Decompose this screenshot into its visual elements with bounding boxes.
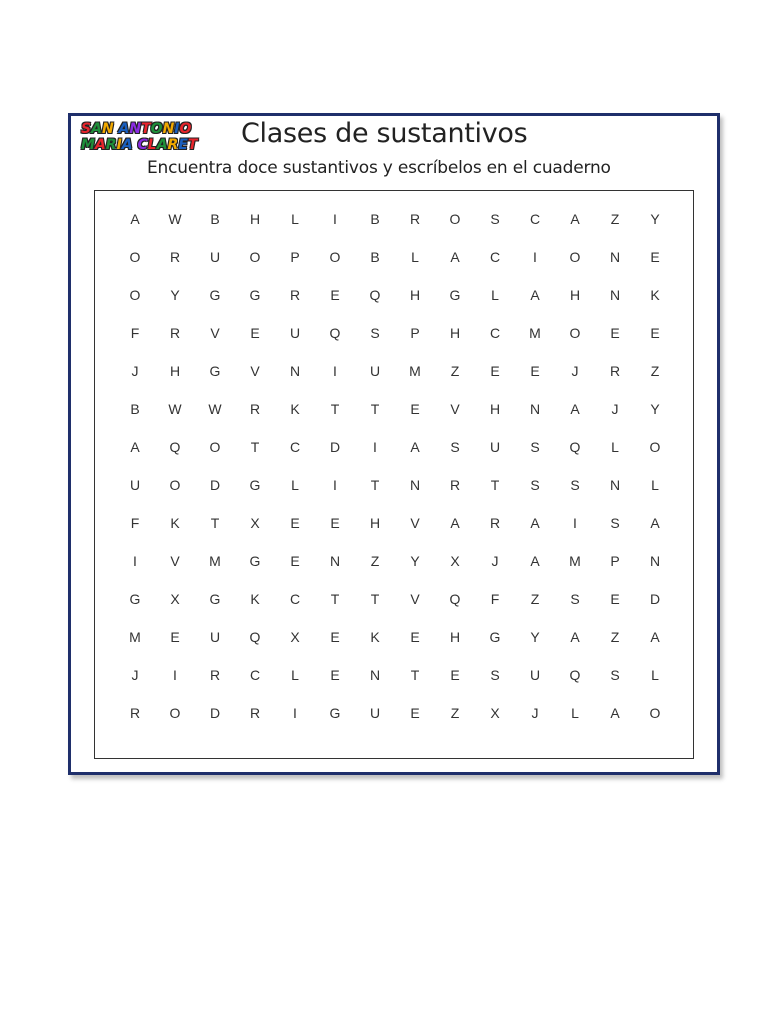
logo-letter: O	[179, 121, 192, 137]
grid-letter[interactable]: T	[410, 667, 420, 683]
grid-letter[interactable]: I	[293, 705, 297, 721]
logo-letter: A	[156, 137, 168, 153]
grid-letter[interactable]: S	[610, 667, 620, 683]
grid-letter[interactable]: A	[410, 439, 420, 455]
grid-letter[interactable]: S	[570, 477, 580, 493]
grid-letter[interactable]: R	[209, 667, 221, 683]
grid-letter[interactable]: Z	[450, 363, 460, 379]
grid-letter[interactable]: I	[173, 667, 177, 683]
grid-letter[interactable]: E	[330, 629, 340, 645]
grid-letter[interactable]: N	[329, 553, 341, 569]
grid-letter[interactable]: Q	[449, 591, 461, 607]
grid-letter[interactable]: M	[209, 553, 221, 569]
grid-letter[interactable]: O	[449, 211, 461, 227]
logo-letter: A	[94, 137, 106, 153]
grid-letter[interactable]: H	[489, 401, 501, 417]
logo-letter: C	[137, 137, 148, 153]
grid-letter[interactable]: G	[209, 287, 221, 303]
grid-letter[interactable]: T	[370, 401, 380, 417]
grid-letter[interactable]: N	[609, 287, 621, 303]
grid-letter[interactable]: R	[609, 363, 621, 379]
logo-letter: A	[118, 121, 130, 137]
instructions: Encuentra doce sustantivos y escríbelos en el cuaderno	[147, 158, 611, 178]
grid-letter[interactable]: E	[170, 629, 180, 645]
grid-letter[interactable]: K	[170, 515, 180, 531]
grid-letter[interactable]: L	[491, 287, 499, 303]
grid-letter[interactable]: O	[129, 287, 141, 303]
grid-letter[interactable]: X	[250, 515, 260, 531]
logo-letter: N	[101, 121, 114, 137]
grid-letter[interactable]: M	[529, 325, 541, 341]
grid-letter[interactable]: B	[210, 211, 220, 227]
grid-letter[interactable]: O	[169, 705, 181, 721]
grid-letter[interactable]: O	[209, 439, 221, 455]
grid-letter[interactable]: N	[649, 553, 661, 569]
grid-letter[interactable]: E	[650, 249, 660, 265]
grid-letter[interactable]: T	[210, 515, 220, 531]
grid-letter[interactable]: G	[249, 477, 261, 493]
grid-letter[interactable]: G	[489, 629, 501, 645]
grid-letter[interactable]: U	[129, 477, 141, 493]
grid-letter[interactable]: D	[209, 705, 221, 721]
grid-letter[interactable]: U	[209, 629, 221, 645]
grid-letter[interactable]: S	[450, 439, 460, 455]
grid-letter[interactable]: S	[490, 667, 500, 683]
grid-letter[interactable]: O	[569, 325, 581, 341]
grid-letter[interactable]: G	[249, 553, 261, 569]
grid-letter[interactable]: U	[369, 705, 381, 721]
grid-letter[interactable]: H	[409, 287, 421, 303]
grid-letter[interactable]: Z	[530, 591, 540, 607]
grid-letter[interactable]: B	[370, 249, 380, 265]
school-logo	[81, 120, 211, 162]
page-title: Clases de sustantivos	[241, 118, 528, 149]
grid-letter[interactable]: A	[530, 287, 540, 303]
grid-letter[interactable]: L	[411, 249, 419, 265]
grid-letter[interactable]: C	[289, 439, 301, 455]
grid-letter[interactable]: O	[129, 249, 141, 265]
grid-letter[interactable]: Q	[249, 629, 261, 645]
grid-letter[interactable]: D	[329, 439, 341, 455]
grid-letter[interactable]: J	[131, 363, 139, 379]
grid-letter[interactable]: P	[610, 553, 620, 569]
grid-letter[interactable]: Q	[369, 287, 381, 303]
grid-letter[interactable]: I	[133, 553, 137, 569]
grid-letter[interactable]: E	[290, 553, 300, 569]
grid-letter[interactable]: D	[209, 477, 221, 493]
grid-letter[interactable]: R	[169, 249, 181, 265]
grid-letter[interactable]: A	[570, 401, 580, 417]
grid-letter[interactable]: G	[209, 363, 221, 379]
grid-letter[interactable]: E	[450, 667, 460, 683]
grid-letter[interactable]: D	[649, 591, 661, 607]
grid-letter[interactable]: E	[250, 325, 260, 341]
grid-letter[interactable]: J	[531, 705, 539, 721]
grid-letter[interactable]: L	[651, 667, 659, 683]
grid-letter[interactable]: K	[250, 591, 260, 607]
logo-letter: O	[150, 121, 163, 137]
grid-letter[interactable]: X	[170, 591, 180, 607]
logo-letter: S	[81, 121, 92, 137]
grid-letter[interactable]: G	[129, 591, 141, 607]
grid-letter[interactable]: F	[130, 325, 140, 341]
grid-letter[interactable]: V	[250, 363, 260, 379]
grid-letter[interactable]: O	[649, 439, 661, 455]
grid-letter[interactable]: N	[289, 363, 301, 379]
grid-letter[interactable]: J	[571, 363, 579, 379]
grid-letter[interactable]: T	[330, 401, 340, 417]
grid-letter[interactable]: T	[370, 591, 380, 607]
grid-letter[interactable]: R	[409, 211, 421, 227]
grid-letter[interactable]: O	[169, 477, 181, 493]
grid-letter[interactable]: U	[369, 363, 381, 379]
grid-letter[interactable]: W	[168, 211, 182, 227]
grid-letter[interactable]: P	[290, 249, 300, 265]
grid-letter[interactable]: G	[329, 705, 341, 721]
grid-letter[interactable]: Z	[610, 629, 620, 645]
grid-letter[interactable]: K	[370, 629, 380, 645]
grid-letter[interactable]: Y	[410, 553, 420, 569]
grid-letter[interactable]: A	[130, 439, 140, 455]
grid-letter[interactable]: A	[650, 515, 660, 531]
grid-letter[interactable]: E	[290, 515, 300, 531]
grid-letter[interactable]: F	[130, 515, 140, 531]
grid-letter[interactable]: G	[209, 591, 221, 607]
grid-letter[interactable]: H	[449, 629, 461, 645]
grid-letter[interactable]: N	[609, 477, 621, 493]
grid-letter[interactable]: H	[169, 363, 181, 379]
grid-letter[interactable]: Y	[650, 211, 660, 227]
grid-letter[interactable]: K	[650, 287, 660, 303]
grid-letter[interactable]: A	[570, 211, 580, 227]
grid-letter[interactable]: Q	[329, 325, 341, 341]
grid-letter[interactable]: U	[529, 667, 541, 683]
grid-letter[interactable]: S	[530, 439, 540, 455]
grid-letter[interactable]: V	[170, 553, 180, 569]
grid-letter[interactable]: J	[611, 401, 619, 417]
grid-letter[interactable]: B	[130, 401, 140, 417]
grid-letter[interactable]: N	[529, 401, 541, 417]
logo-letter: N	[162, 121, 175, 137]
logo-letter: A	[91, 121, 102, 137]
grid-letter[interactable]: L	[291, 667, 299, 683]
grid-letter[interactable]: I	[333, 477, 337, 493]
grid-letter[interactable]: C	[489, 249, 501, 265]
grid-letter[interactable]: A	[530, 553, 540, 569]
grid-letter[interactable]: A	[450, 515, 460, 531]
grid-letter[interactable]: A	[450, 249, 460, 265]
grid-letter[interactable]: F	[490, 591, 500, 607]
logo-letter: R	[167, 137, 179, 153]
grid-letter[interactable]: N	[369, 667, 381, 683]
grid-letter[interactable]: R	[449, 477, 461, 493]
grid-letter[interactable]: L	[291, 211, 299, 227]
grid-letter[interactable]: T	[370, 477, 380, 493]
grid-letter[interactable]: Y	[170, 287, 180, 303]
grid-letter[interactable]: R	[249, 705, 261, 721]
grid-letter[interactable]: S	[530, 477, 540, 493]
grid-letter[interactable]: I	[333, 211, 337, 227]
grid-letter[interactable]: M	[129, 629, 141, 645]
grid-letter[interactable]: L	[291, 477, 299, 493]
grid-letter[interactable]: X	[450, 553, 460, 569]
grid-letter[interactable]: V	[210, 325, 220, 341]
grid-letter[interactable]: H	[569, 287, 581, 303]
grid-letter[interactable]: X	[490, 705, 500, 721]
grid-letter[interactable]: Q	[169, 439, 181, 455]
grid-letter[interactable]: C	[489, 325, 501, 341]
grid-letter[interactable]: H	[449, 325, 461, 341]
grid-letter[interactable]: E	[410, 401, 420, 417]
grid-letter[interactable]: Z	[450, 705, 460, 721]
logo-letter: T	[141, 121, 151, 137]
grid-letter[interactable]: L	[571, 705, 579, 721]
logo-line-2	[81, 136, 211, 154]
letter-grid	[95, 191, 693, 758]
grid-letter[interactable]: J	[491, 553, 499, 569]
logo-letter: I	[116, 137, 122, 153]
grid-letter[interactable]: E	[330, 667, 340, 683]
grid-letter[interactable]: E	[410, 705, 420, 721]
grid-letter[interactable]: H	[369, 515, 381, 531]
grid-letter[interactable]: T	[250, 439, 260, 455]
grid-letter[interactable]: O	[249, 249, 261, 265]
grid-letter[interactable]: W	[168, 401, 182, 417]
grid-letter[interactable]: X	[290, 629, 300, 645]
grid-letter[interactable]: C	[289, 591, 301, 607]
grid-letter[interactable]: R	[289, 287, 301, 303]
grid-letter[interactable]: N	[609, 249, 621, 265]
grid-letter[interactable]: P	[410, 325, 420, 341]
grid-letter[interactable]: U	[289, 325, 301, 341]
grid-letter[interactable]: V	[410, 515, 420, 531]
grid-letter[interactable]: T	[330, 591, 340, 607]
grid-letter[interactable]: A	[130, 211, 140, 227]
grid-letter[interactable]: E	[490, 363, 500, 379]
grid-letter[interactable]: Z	[610, 211, 620, 227]
grid-letter[interactable]: I	[373, 439, 377, 455]
grid-letter[interactable]: C	[249, 667, 261, 683]
grid-letter[interactable]: U	[209, 249, 221, 265]
grid-letter[interactable]: O	[649, 705, 661, 721]
logo-letter: N	[129, 121, 142, 137]
grid-letter[interactable]: K	[290, 401, 300, 417]
grid-letter[interactable]: Z	[650, 363, 660, 379]
grid-letter[interactable]: U	[489, 439, 501, 455]
grid-letter[interactable]: I	[333, 363, 337, 379]
grid-letter[interactable]: S	[610, 515, 620, 531]
grid-letter[interactable]: Y	[530, 629, 540, 645]
grid-letter[interactable]: E	[650, 325, 660, 341]
grid-letter[interactable]: O	[569, 249, 581, 265]
logo-letter: R	[105, 137, 117, 153]
grid-letter[interactable]: E	[530, 363, 540, 379]
grid-letter[interactable]: W	[208, 401, 222, 417]
grid-letter[interactable]: G	[249, 287, 261, 303]
grid-letter[interactable]: J	[131, 667, 139, 683]
grid-letter[interactable]: E	[330, 515, 340, 531]
grid-letter[interactable]: G	[449, 287, 461, 303]
grid-letter[interactable]: S	[370, 325, 380, 341]
grid-letter[interactable]: Z	[370, 553, 380, 569]
grid-letter[interactable]: S	[490, 211, 500, 227]
grid-letter[interactable]: T	[490, 477, 500, 493]
grid-letter[interactable]: Q	[569, 667, 581, 683]
grid-letter[interactable]: V	[450, 401, 460, 417]
grid-letter[interactable]: R	[249, 401, 261, 417]
grid-letter[interactable]: O	[329, 249, 341, 265]
grid-letter[interactable]: Q	[569, 439, 581, 455]
grid-letter[interactable]: I	[573, 515, 577, 531]
logo-letter: I	[174, 121, 180, 137]
grid-letter[interactable]: B	[370, 211, 380, 227]
grid-letter[interactable]: L	[611, 439, 619, 455]
grid-letter[interactable]: A	[650, 629, 660, 645]
grid-letter[interactable]: H	[249, 211, 261, 227]
grid-letter[interactable]: I	[533, 249, 537, 265]
grid-letter[interactable]: N	[409, 477, 421, 493]
grid-letter[interactable]: Y	[650, 401, 660, 417]
logo-letter: M	[81, 137, 95, 153]
grid-letter[interactable]: E	[410, 629, 420, 645]
grid-letter[interactable]: E	[330, 287, 340, 303]
logo-letter: E	[178, 137, 188, 153]
grid-letter[interactable]: E	[610, 591, 620, 607]
logo-letter: L	[147, 137, 157, 153]
grid-letter[interactable]: L	[651, 477, 659, 493]
grid-letter[interactable]: C	[529, 211, 541, 227]
grid-letter[interactable]: R	[489, 515, 501, 531]
grid-letter[interactable]: S	[570, 591, 580, 607]
grid-letter[interactable]: V	[410, 591, 420, 607]
logo-letter: T	[187, 137, 198, 153]
grid-letter[interactable]: A	[610, 705, 620, 721]
grid-letter[interactable]: M	[409, 363, 421, 379]
word-search-grid	[94, 190, 694, 759]
grid-letter[interactable]: R	[129, 705, 141, 721]
grid-letter[interactable]: E	[610, 325, 620, 341]
grid-letter[interactable]: A	[570, 629, 580, 645]
grid-letter[interactable]: R	[169, 325, 181, 341]
grid-letter[interactable]: M	[569, 553, 581, 569]
grid-letter[interactable]: A	[530, 515, 540, 531]
logo-letter: A	[121, 137, 133, 153]
worksheet	[68, 113, 720, 775]
